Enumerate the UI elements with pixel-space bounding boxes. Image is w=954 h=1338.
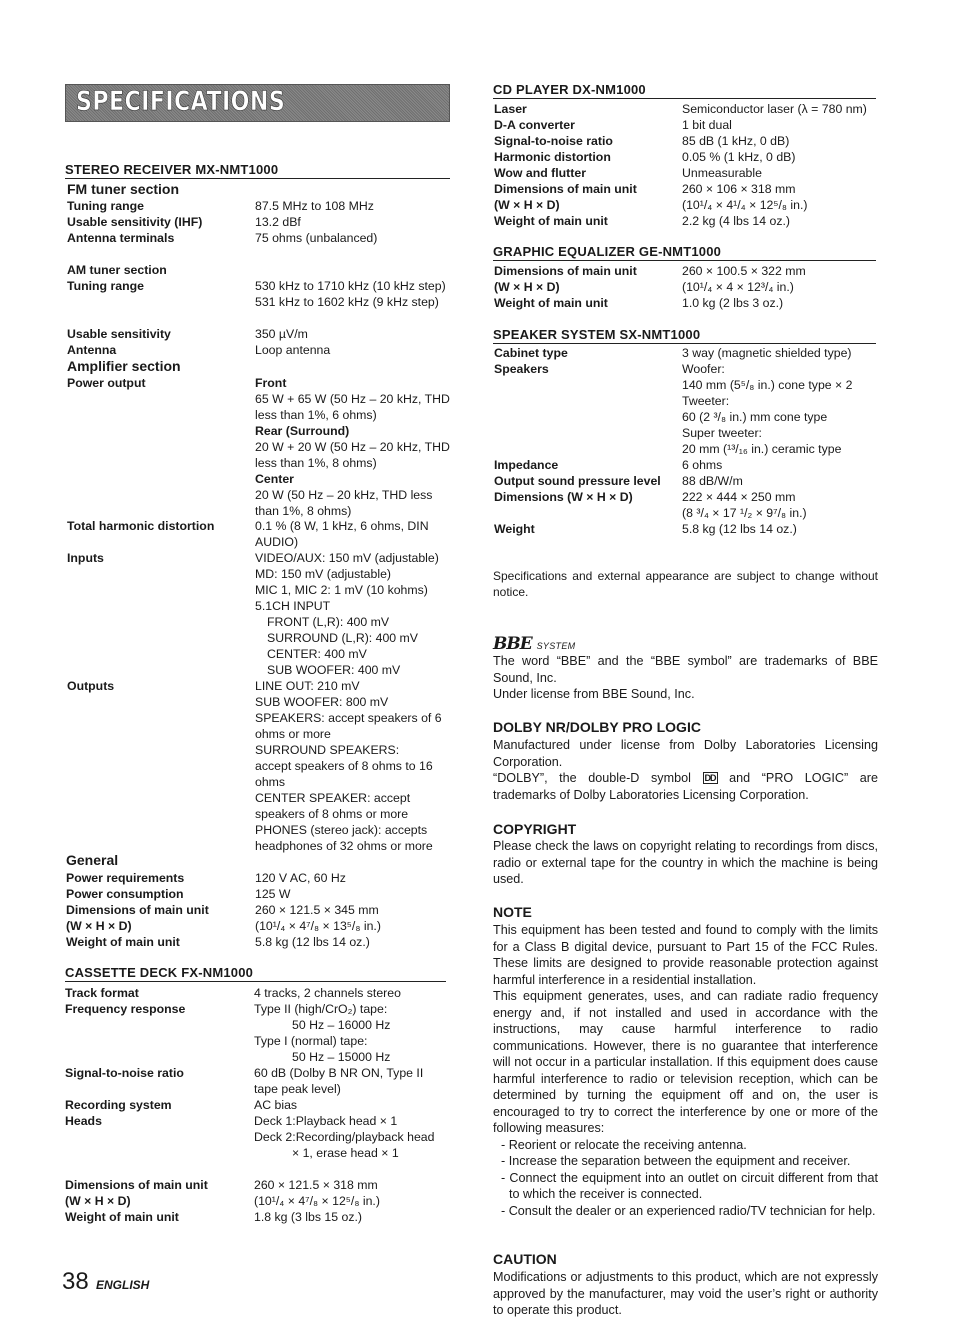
value-line: less than 1%, 8 ohms) [255,456,377,470]
value-line: 5.1CH INPUT [255,599,331,613]
spec-row [65,1209,450,1225]
value-line: SUB WOOFER: 800 mV [255,695,389,709]
spec-label: Weight of main unit [494,214,608,228]
spec-label: (W × H × D) [494,198,560,212]
bbe-text-1: The word “BBE” and the “BBE symbol” are trademarks of BBE Sound, Inc. [493,654,878,685]
dolby-title: DOLBY NR/DOLBY PRO LOGIC [493,719,701,735]
spec-row [494,101,878,117]
spec-value: 2.2 kg (4 lbs 14 oz.) [682,214,790,228]
spec-label: Dimensions (W × H × D) [494,490,633,504]
spec-row [67,326,450,342]
spec-label: Harmonic distortion [494,150,611,164]
spec-label: Dimensions of main unit [494,264,637,278]
spec-row [67,342,450,358]
value-line: PHONES (stereo jack): accepts [255,823,428,837]
spec-row [494,213,878,229]
eq-spec-rows [494,263,878,311]
value-line: AUDIO) [255,535,299,549]
bbe-logo [493,634,575,654]
spec-value: 0.05 % (1 kHz, 0 dB) [682,150,796,164]
spec-row [65,1065,450,1097]
spec-row [494,279,878,295]
general-section-title: General [66,852,119,868]
spec-label: Tuning range [67,199,144,213]
spec-label: (W × H × D) [66,919,132,933]
spec-row [65,1001,450,1065]
inputs-row [67,550,450,678]
spec-value: (10¹/₄ × 4 × 12³/₄ in.) [682,280,794,294]
spec-label: Signal-to-noise ratio [65,1066,184,1080]
fm-spec-rows [67,198,450,246]
spec-row [494,521,878,537]
spec-label: Laser [494,102,527,116]
spec-value: 125 W [255,887,291,901]
value-line: less than 1%, 6 ohms) [255,408,377,422]
am-spec-rows [67,278,450,358]
outputs-value [255,678,450,854]
bbe-logo-system: SYSTEM [536,641,576,651]
note-measures [493,1137,878,1220]
cassette-title: CASSETTE DECK FX-NM1000 [65,965,446,982]
dolby-text-1: Manufactured under license from Dolby Laboratories Licensing Corporation. [493,738,878,769]
spec-row [67,310,450,326]
fm-section-title: FM tuner section [67,181,180,197]
value-line: accept speakers of 8 ohms to 16 [255,759,433,773]
spec-label: Usable sensitivity [67,327,171,341]
dolby-text-2: “DOLBY”, the double-D symbol DD and “PRO LOGIC” are trademarks of Dolby Laboratories Licensing Corporation. [493,771,878,802]
note-text [493,922,878,1219]
spec-row [66,870,450,886]
value-line: 20 W + 20 W (50 Hz – 20 kHz, THD [255,440,450,454]
spec-row [66,918,450,934]
value-line: SURROUND SPEAKERS: [255,743,400,757]
spec-row [65,1177,450,1193]
spec-value: 1.8 kg (3 lbs 15 oz.) [254,1210,362,1224]
spec-label [65,1161,254,1177]
spec-label [67,310,255,326]
spec-row [494,489,878,521]
inputs-label: Inputs [67,551,104,565]
spec-value: 260 × 100.5 × 322 mm [682,264,806,278]
value-line: VIDEO/AUX: 150 mV (adjustable) [255,551,439,565]
spec-label: Dimensions of main unit [65,1178,208,1192]
value-line: speakers of 8 ohms or more [255,807,409,821]
spec-value: 260 × 121.5 × 345 mm [255,903,379,917]
spec-row [494,133,878,149]
spec-value: 120 V AC, 60 Hz [255,871,346,885]
eq-title: GRAPHIC EQUALIZER GE-NMT1000 [493,244,876,261]
spec-value: 4 tracks, 2 channels stereo [254,986,401,1000]
spec-value: 1.0 kg (2 lbs 3 oz.) [682,296,784,310]
spec-label: Frequency response [65,1002,186,1016]
copyright-text: Please check the laws on copyright relating to recordings from discs, radio or external tape for the country in which the machine is being used. [493,839,878,886]
spec-row [494,473,878,489]
spec-row [494,263,878,279]
spec-row [65,1161,450,1177]
spec-value: 75 ohms (unbalanced) [255,231,378,245]
spec-label: Weight [494,522,535,536]
value-line: SURROUND (L,R): 400 mV [267,631,419,645]
dolby-double-d-symbol: DD [704,773,716,783]
value-line: SUB WOOFER: 400 mV [267,663,401,677]
spec-value: 5.8 kg (12 lbs 14 oz.) [682,522,797,536]
spec-value: 13.2 dBf [255,215,301,229]
page-language: ENGLISH [96,1278,150,1292]
spec-label: Antenna [67,343,117,357]
spec-row [494,295,878,311]
bbe-trademark-text [493,653,878,703]
spec-row [494,197,878,213]
dolby-text [493,737,878,803]
measure-item: - Reorient or relocate the receiving antenna. [501,1137,747,1152]
speaker-title: SPEAKER SYSTEM SX-NMT1000 [493,327,876,344]
thd-row [67,518,450,550]
spec-label: Recording system [65,1098,172,1112]
spec-row [65,1193,450,1209]
spec-row [67,198,450,214]
note-title: NOTE [493,904,532,920]
value-line: 0.1 % (8 W, 1 kHz, 6 ohms, DIN [255,519,429,533]
spec-label: Output sound pressure level [494,474,661,488]
value-line: Rear (Surround) [255,424,350,438]
spec-label: Impedance [494,458,559,472]
spec-value: 222 × 444 × 250 mm (8 ³/₄ × 17 ¹/₂ × 9⁷/₈ in.) [682,490,807,520]
spec-row [66,934,450,950]
spec-row [65,985,450,1001]
specifications-banner [65,84,450,122]
spec-value: Woofer: 140 mm (5⁵/₈ in.) cone type × 2 Tweeter: 60 (2 ³/₈ in.) mm cone type Super tweeter: 20 mm (¹³/₁₆ in.) ceramic type [682,362,853,456]
spec-label: (W × H × D) [65,1194,131,1208]
spec-row [66,886,450,902]
value-line: MD: 150 mV (adjustable) [255,567,392,581]
spec-value: 60 dB (Dolby B NR ON, Type II tape peak level) [254,1066,424,1096]
banner-title: SPECIFICATIONS [76,86,286,117]
spec-label: Usable sensitivity (IHF) [67,215,203,229]
spec-label: Signal-to-noise ratio [494,134,613,148]
spec-label: Dimensions of main unit [66,903,209,917]
spec-value: 5.8 kg (12 lbs 14 oz.) [255,935,370,949]
power-output-row [67,375,450,519]
spec-row [67,278,450,310]
value-line: LINE OUT: 210 mV [255,679,360,693]
spec-label: Speakers [494,362,549,376]
spec-label: D-A converter [494,118,575,132]
measure-item: - Consult the dealer or an experienced radio/TV technician for help. [501,1203,876,1218]
power-output-label: Power output [67,376,146,390]
value-line: SPEAKERS: accept speakers of 6 [255,711,442,725]
value-line: MIC 1, MIC 2: 1 mV (10 kohms) [255,583,428,597]
spec-value: Loop antenna [255,343,331,357]
spec-value: Semiconductor laser (λ = 780 nm) [682,102,867,116]
spec-label: Heads [65,1114,102,1128]
spec-row [494,165,878,181]
spec-value: 85 dB (1 kHz, 0 dB) [682,134,790,148]
outputs-label: Outputs [67,679,115,693]
spec-value: 87.5 MHz to 108 MHz [255,199,374,213]
caution-title: CAUTION [493,1251,557,1267]
spec-row [66,902,450,918]
measure-item: - Connect the equipment into an outlet on circuit different from that to which the receiver is connected. [501,1170,878,1201]
cd-spec-rows [494,101,878,229]
note-text-1: This equipment has been tested and found to comply with the limits for a Class B digital device, pursuant to Part 15 of the FCC Rules. These limits are designed to provide reasonable protection against harmful interference in a residential installation. [493,923,878,987]
spec-value: 6 ohms [682,458,723,472]
bbe-text-2: Under license from BBE Sound, Inc. [493,687,695,701]
spec-label: Tuning range [67,279,144,293]
value-line: ohms [255,775,286,789]
value-line: 65 W + 65 W (50 Hz – 20 kHz, THD [255,392,450,406]
spec-row [65,1113,450,1161]
power-output-value [255,375,450,519]
value-line: Front [255,376,287,390]
speaker-spec-rows [494,345,878,537]
spec-label: Track format [65,986,139,1000]
spec-row [67,230,450,246]
spec-value: Unmeasurable [682,166,762,180]
spec-label: Power requirements [66,871,185,885]
outputs-row [67,678,450,854]
spec-value: 1 bit dual [682,118,732,132]
spec-label: Power consumption [66,887,184,901]
spec-value: 530 kHz to 1710 kHz (10 kHz step) 531 kHz to 1602 kHz (9 kHz step) [255,279,446,309]
spec-value: (10¹/₄ × 4⁷/₈ × 13⁵/₈ in.) [255,919,381,933]
value-line: FRONT (L,R): 400 mV [267,615,390,629]
value-line: CENTER: 400 mV [267,647,367,661]
am-section-title: AM tuner section [67,263,167,277]
measure-item: - Increase the separation between the equipment and receiver. [501,1154,851,1168]
change-notice: Specifications and external appearance are subject to change without notice. [493,569,878,599]
spec-label: Dimensions of main unit [494,182,637,196]
spec-value [254,1161,450,1177]
thd-value [255,518,450,550]
spec-row [494,361,878,457]
spec-label: Antenna terminals [67,231,175,245]
general-spec-rows [66,870,450,950]
value-line: 20 W (50 Hz – 20 kHz, THD less [255,488,433,502]
spec-value: 260 × 106 × 318 mm [682,182,796,196]
spec-value [255,310,450,326]
spec-row [67,214,450,230]
thd-label: Total harmonic distortion [67,519,215,533]
spec-row [494,117,878,133]
spec-value: Type II (high/CrO₂) tape: 50 Hz – 16000 Hz Type I (normal) tape: 50 Hz – 15000 Hz [254,1002,391,1064]
spec-label: Weight of main unit [66,935,180,949]
spec-label: Weight of main unit [494,296,608,310]
cassette-spec-rows [65,985,450,1225]
inputs-value [255,550,450,678]
caution-text: Modifications or adjustments to this product, which are not expressly approved by the manufacturer, may void the user’s right or authority to operate this product. [493,1270,878,1317]
bbe-logo-mark: BBE [493,634,532,654]
spec-row [494,181,878,197]
page-number: 38 [62,1268,89,1295]
spec-value: (10¹/₄ × 4¹/₄ × 12⁵/₈ in.) [682,198,808,212]
am-section [67,262,450,278]
value-line: CENTER SPEAKER: accept [255,791,411,805]
cd-title: CD PLAYER DX-NM1000 [493,82,876,99]
receiver-title: STEREO RECEIVER MX-NMT1000 [65,162,450,179]
spec-value: 260 × 121.5 × 318 mm [254,1178,378,1192]
spec-row [494,345,878,361]
value-line: ohms or more [255,727,331,741]
value-line: Center [255,472,294,486]
value-line: headphones of 32 ohms or more [255,839,433,853]
amplifier-section-title: Amplifier section [67,358,181,374]
spec-value: 350 µV/m [255,327,308,341]
spec-value: 88 dB/W/m [682,474,743,488]
copyright-title: COPYRIGHT [493,821,577,837]
spec-row [494,149,878,165]
spec-row [65,1097,450,1113]
spec-value: (10¹/₄ × 4⁷/₈ × 12⁵/₈ in.) [254,1194,380,1208]
spec-value: Deck 1:Playback head × 1 Deck 2:Recording/playback head × 1, erase head × 1 [254,1114,435,1160]
spec-label: Wow and flutter [494,166,586,180]
spec-label: Weight of main unit [65,1210,179,1224]
spec-value: 3 way (magnetic shielded type) [682,346,852,360]
spec-label: (W × H × D) [494,280,560,294]
spec-value: AC bias [254,1098,298,1112]
note-text-2: This equipment generates, uses, and can radiate radio frequency energy and, if not installed and used in accordance with the instructions, may cause harmful interference to radio communications. However, there is no guarantee that interference will not occur in a particular installation. If this equipment does cause harmful interference to radio or television reception, which can be determined by turning the equipment off and on, the user is encouraged to try to correct the interference by one or more of the following measures: [493,989,878,1135]
spec-label: Cabinet type [494,346,568,360]
value-line: than 1%, 8 ohms) [255,504,352,518]
spec-row [494,457,878,473]
